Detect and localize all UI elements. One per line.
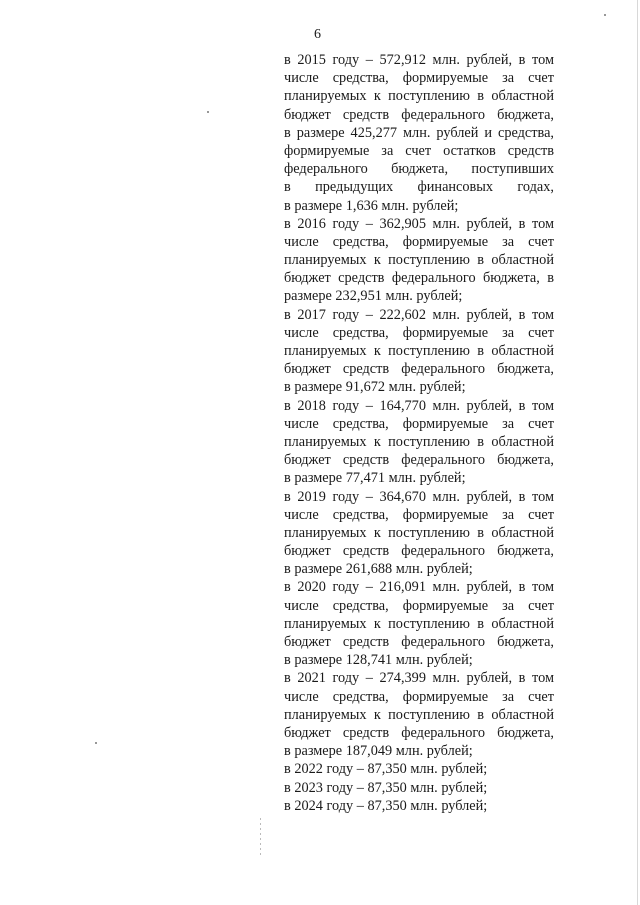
text-line: размере 232,951 млн. рублей; — [284, 288, 463, 305]
text-line: федерального бюджета, поступивших — [284, 161, 554, 178]
page-number: 6 — [314, 27, 321, 42]
text-line: в 2023 году – 87,350 млн. рублей; — [284, 779, 488, 796]
paragraph — [284, 779, 554, 797]
scan-artifact-line — [260, 818, 261, 856]
text-line: формируемые за счет остатков средств — [284, 142, 554, 159]
text-line: числе средства, формируемые за счет — [284, 324, 554, 341]
funding-text-block — [284, 51, 554, 815]
text-line: в 2020 году – 216,091 млн. рублей, в том — [284, 579, 554, 596]
paragraph — [284, 669, 554, 760]
text-line: бюджет средств федерального бюджета, — [284, 724, 554, 741]
text-line: бюджет средств федерального бюджета, — [284, 106, 554, 123]
text-line: планируемых к поступлению в областной — [284, 252, 554, 269]
text-line: в размере 91,672 млн. рублей; — [284, 379, 466, 396]
text-line: бюджет средств федерального бюджета, — [284, 634, 554, 650]
paragraph — [284, 306, 554, 397]
text-line: планируемых к поступлению в областной — [284, 706, 554, 723]
text-line: бюджет средств федерального бюджета, — [284, 361, 554, 378]
text-line: в 2017 году – 222,602 млн. рублей, в том — [284, 306, 554, 323]
text-line: в 2016 году – 362,905 млн. рублей, в том — [284, 215, 554, 232]
text-line: в 2024 году – 87,350 млн. рублей; — [284, 797, 488, 814]
text-line: в предыдущих финансовых годах, — [284, 179, 554, 196]
paragraph — [284, 488, 554, 579]
text-line: числе средства, формируемые за счет — [284, 415, 554, 432]
paragraph — [284, 578, 554, 669]
paragraph — [284, 760, 554, 778]
text-line: бюджет средств федерального бюджета, в — [284, 270, 554, 287]
text-line: в 2019 году – 364,670 млн. рублей, в том — [284, 488, 554, 505]
text-line: числе средства, формируемые за счет — [284, 597, 554, 614]
scan-speck — [95, 742, 97, 744]
paragraph — [284, 397, 554, 488]
text-line: в 2018 году – 164,770 млн. рублей, в том — [284, 397, 554, 414]
text-line: числе средства, формируемые за счет — [284, 688, 554, 705]
paragraph — [284, 797, 554, 815]
text-line: в размере 187,049 млн. рублей; — [284, 743, 473, 760]
text-line: в 2021 году – 274,399 млн. рублей, в том — [284, 670, 554, 687]
text-line: планируемых к поступлению в областной — [284, 343, 554, 359]
text-line: в размере 77,471 млн. рублей; — [284, 470, 466, 487]
text-line: числе средства, формируемые за счет — [284, 70, 554, 87]
text-line: в 2015 году – 572,912 млн. рублей, в том — [284, 52, 554, 68]
paragraph — [284, 215, 554, 306]
text-line: числе средства, формируемые за счет — [284, 506, 554, 523]
text-line: планируемых к поступлению в областной — [284, 88, 554, 105]
text-line: числе средства, формируемые за счет — [284, 233, 554, 250]
text-line: в размере 261,688 млн. рублей; — [284, 561, 473, 578]
text-line: в размере 128,741 млн. рублей; — [284, 652, 473, 669]
scan-edge — [637, 0, 638, 905]
text-line: планируемых к поступлению в областной — [284, 524, 554, 541]
text-line: бюджет средств федерального бюджета, — [284, 543, 554, 560]
text-line: в 2022 году – 87,350 млн. рублей; — [284, 761, 488, 778]
scan-speck — [604, 14, 606, 16]
scan-speck — [207, 111, 209, 113]
text-line: в размере 425,277 млн. рублей и средства, — [284, 124, 554, 141]
text-line: в размере 1,636 млн. рублей; — [284, 197, 459, 214]
text-line: бюджет средств федерального бюджета, — [284, 452, 554, 469]
text-line: планируемых к поступлению в областной — [284, 433, 554, 450]
paragraph — [284, 51, 554, 215]
text-line: планируемых к поступлению в областной — [284, 615, 554, 632]
